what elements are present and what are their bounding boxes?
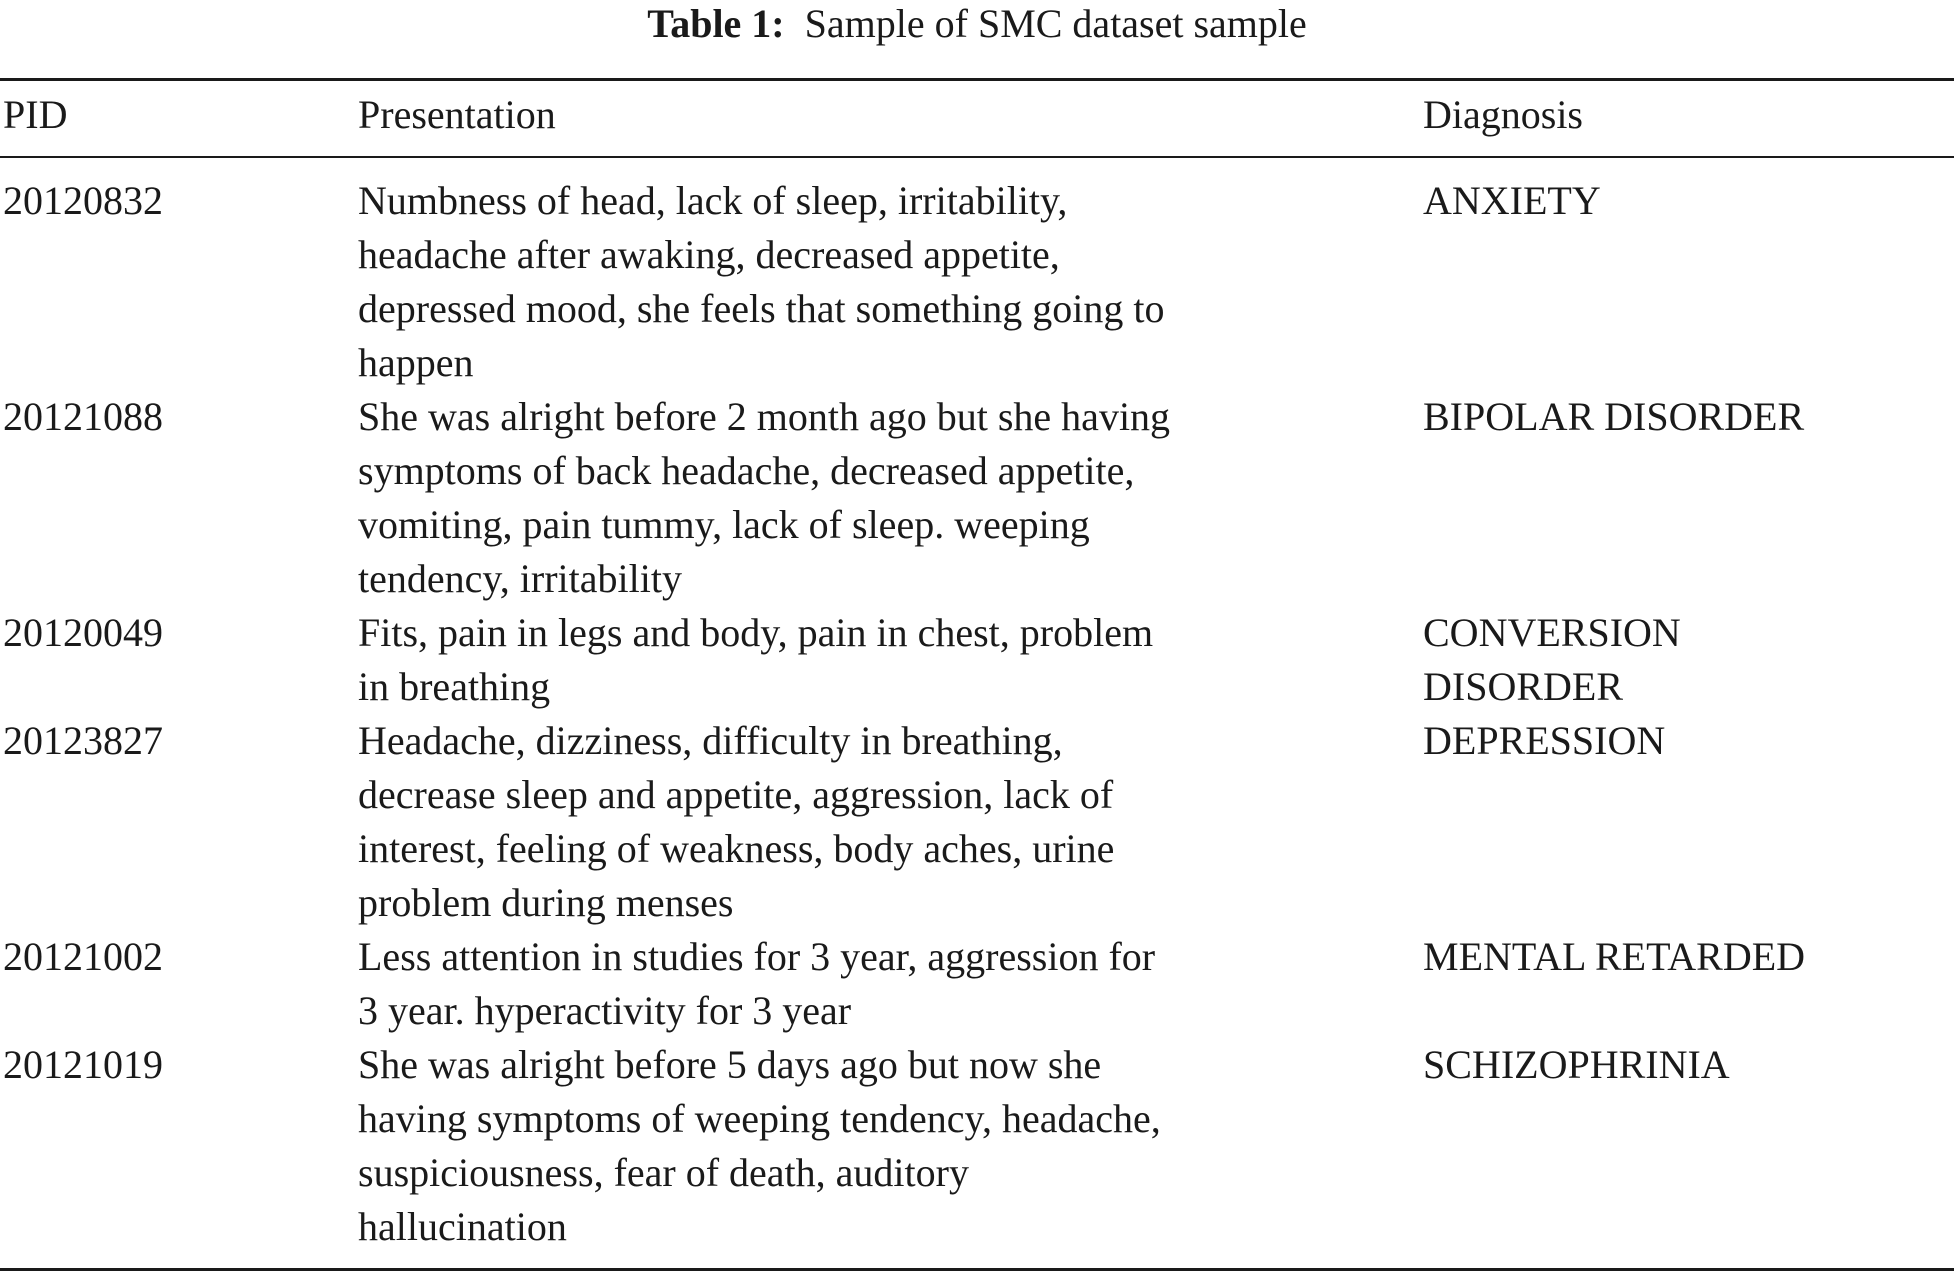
table-row [0, 174, 1954, 390]
cell-diagnosis [1423, 1038, 1943, 1092]
cell-line: ANXIETY [1423, 178, 1601, 223]
cell-line: hallucination [358, 1204, 567, 1249]
cell-line: Less attention in studies for 3 year, aggression for [358, 934, 1156, 979]
cell-line: 3 year. hyperactivity for 3 year [358, 988, 852, 1033]
cell-line: Numbness of head, lack of sleep, irritability, [358, 178, 1068, 223]
cell-line: headache after awaking, decreased appetite, [358, 232, 1060, 277]
cell-pid: 20121019 [3, 1042, 163, 1087]
cell-diagnosis [1423, 930, 1943, 984]
cell-line: in breathing [358, 664, 551, 709]
cell-line: problem during menses [358, 880, 734, 925]
cell-pid: 20120049 [3, 610, 163, 655]
cell-pid: 20121088 [3, 394, 163, 439]
cell-line: symptoms of back headache, decreased appetite, [358, 448, 1135, 493]
cell-presentation [358, 1038, 1348, 1254]
cell-line: decrease sleep and appetite, aggression, lack of [358, 772, 1114, 817]
cell-diagnosis [1423, 174, 1943, 228]
cell-line: vomiting, pain tummy, lack of sleep. weeping [358, 502, 1090, 547]
cell-line: interest, feeling of weakness, body aches, urine [358, 826, 1115, 871]
cell-line: DEPRESSION [1423, 718, 1666, 763]
cell-line: MENTAL RETARDED [1423, 934, 1806, 979]
table-top-rule [0, 78, 1954, 81]
cell-line: depressed mood, she feels that something going to [358, 286, 1165, 331]
cell-presentation [358, 390, 1348, 606]
cell-presentation [358, 606, 1348, 714]
table-header-rule [0, 156, 1954, 158]
cell-line: suspiciousness, fear of death, auditory [358, 1150, 969, 1195]
cell-line: She was alright before 5 days ago but now she [358, 1042, 1102, 1087]
cell-line: Headache, dizziness, difficulty in breathing, [358, 718, 1063, 763]
table-bottom-rule [0, 1268, 1954, 1271]
table-body [0, 174, 1954, 1254]
cell-presentation [358, 174, 1348, 390]
caption-label: Table 1: [647, 1, 785, 46]
cell-line: DISORDER [1423, 664, 1624, 709]
cell-line: happen [358, 340, 474, 385]
cell-line: She was alright before 2 month ago but she having [358, 394, 1171, 439]
cell-presentation [358, 930, 1348, 1038]
header-presentation: Presentation [358, 92, 556, 137]
header-pid: PID [3, 92, 68, 137]
cell-pid: 20123827 [3, 718, 163, 763]
cell-line: BIPOLAR DISORDER [1423, 394, 1805, 439]
header-diagnosis: Diagnosis [1423, 92, 1583, 137]
caption-text: Sample of SMC dataset sample [804, 1, 1307, 46]
table-row [0, 930, 1954, 1038]
cell-pid: 20120832 [3, 178, 163, 223]
table-caption [0, 0, 1954, 50]
table-row [0, 1038, 1954, 1254]
table-header-row [0, 88, 1954, 148]
cell-line: having symptoms of weeping tendency, headache, [358, 1096, 1161, 1141]
cell-line: SCHIZOPHRINIA [1423, 1042, 1730, 1087]
cell-diagnosis [1423, 606, 1943, 714]
cell-diagnosis [1423, 390, 1943, 444]
cell-diagnosis [1423, 714, 1943, 768]
table-row [0, 390, 1954, 606]
table-row [0, 714, 1954, 930]
table-row [0, 606, 1954, 714]
cell-line: Fits, pain in legs and body, pain in chest, problem [358, 610, 1154, 655]
cell-line: tendency, irritability [358, 556, 682, 601]
cell-pid: 20121002 [3, 934, 163, 979]
cell-line: CONVERSION [1423, 610, 1681, 655]
cell-presentation [358, 714, 1348, 930]
